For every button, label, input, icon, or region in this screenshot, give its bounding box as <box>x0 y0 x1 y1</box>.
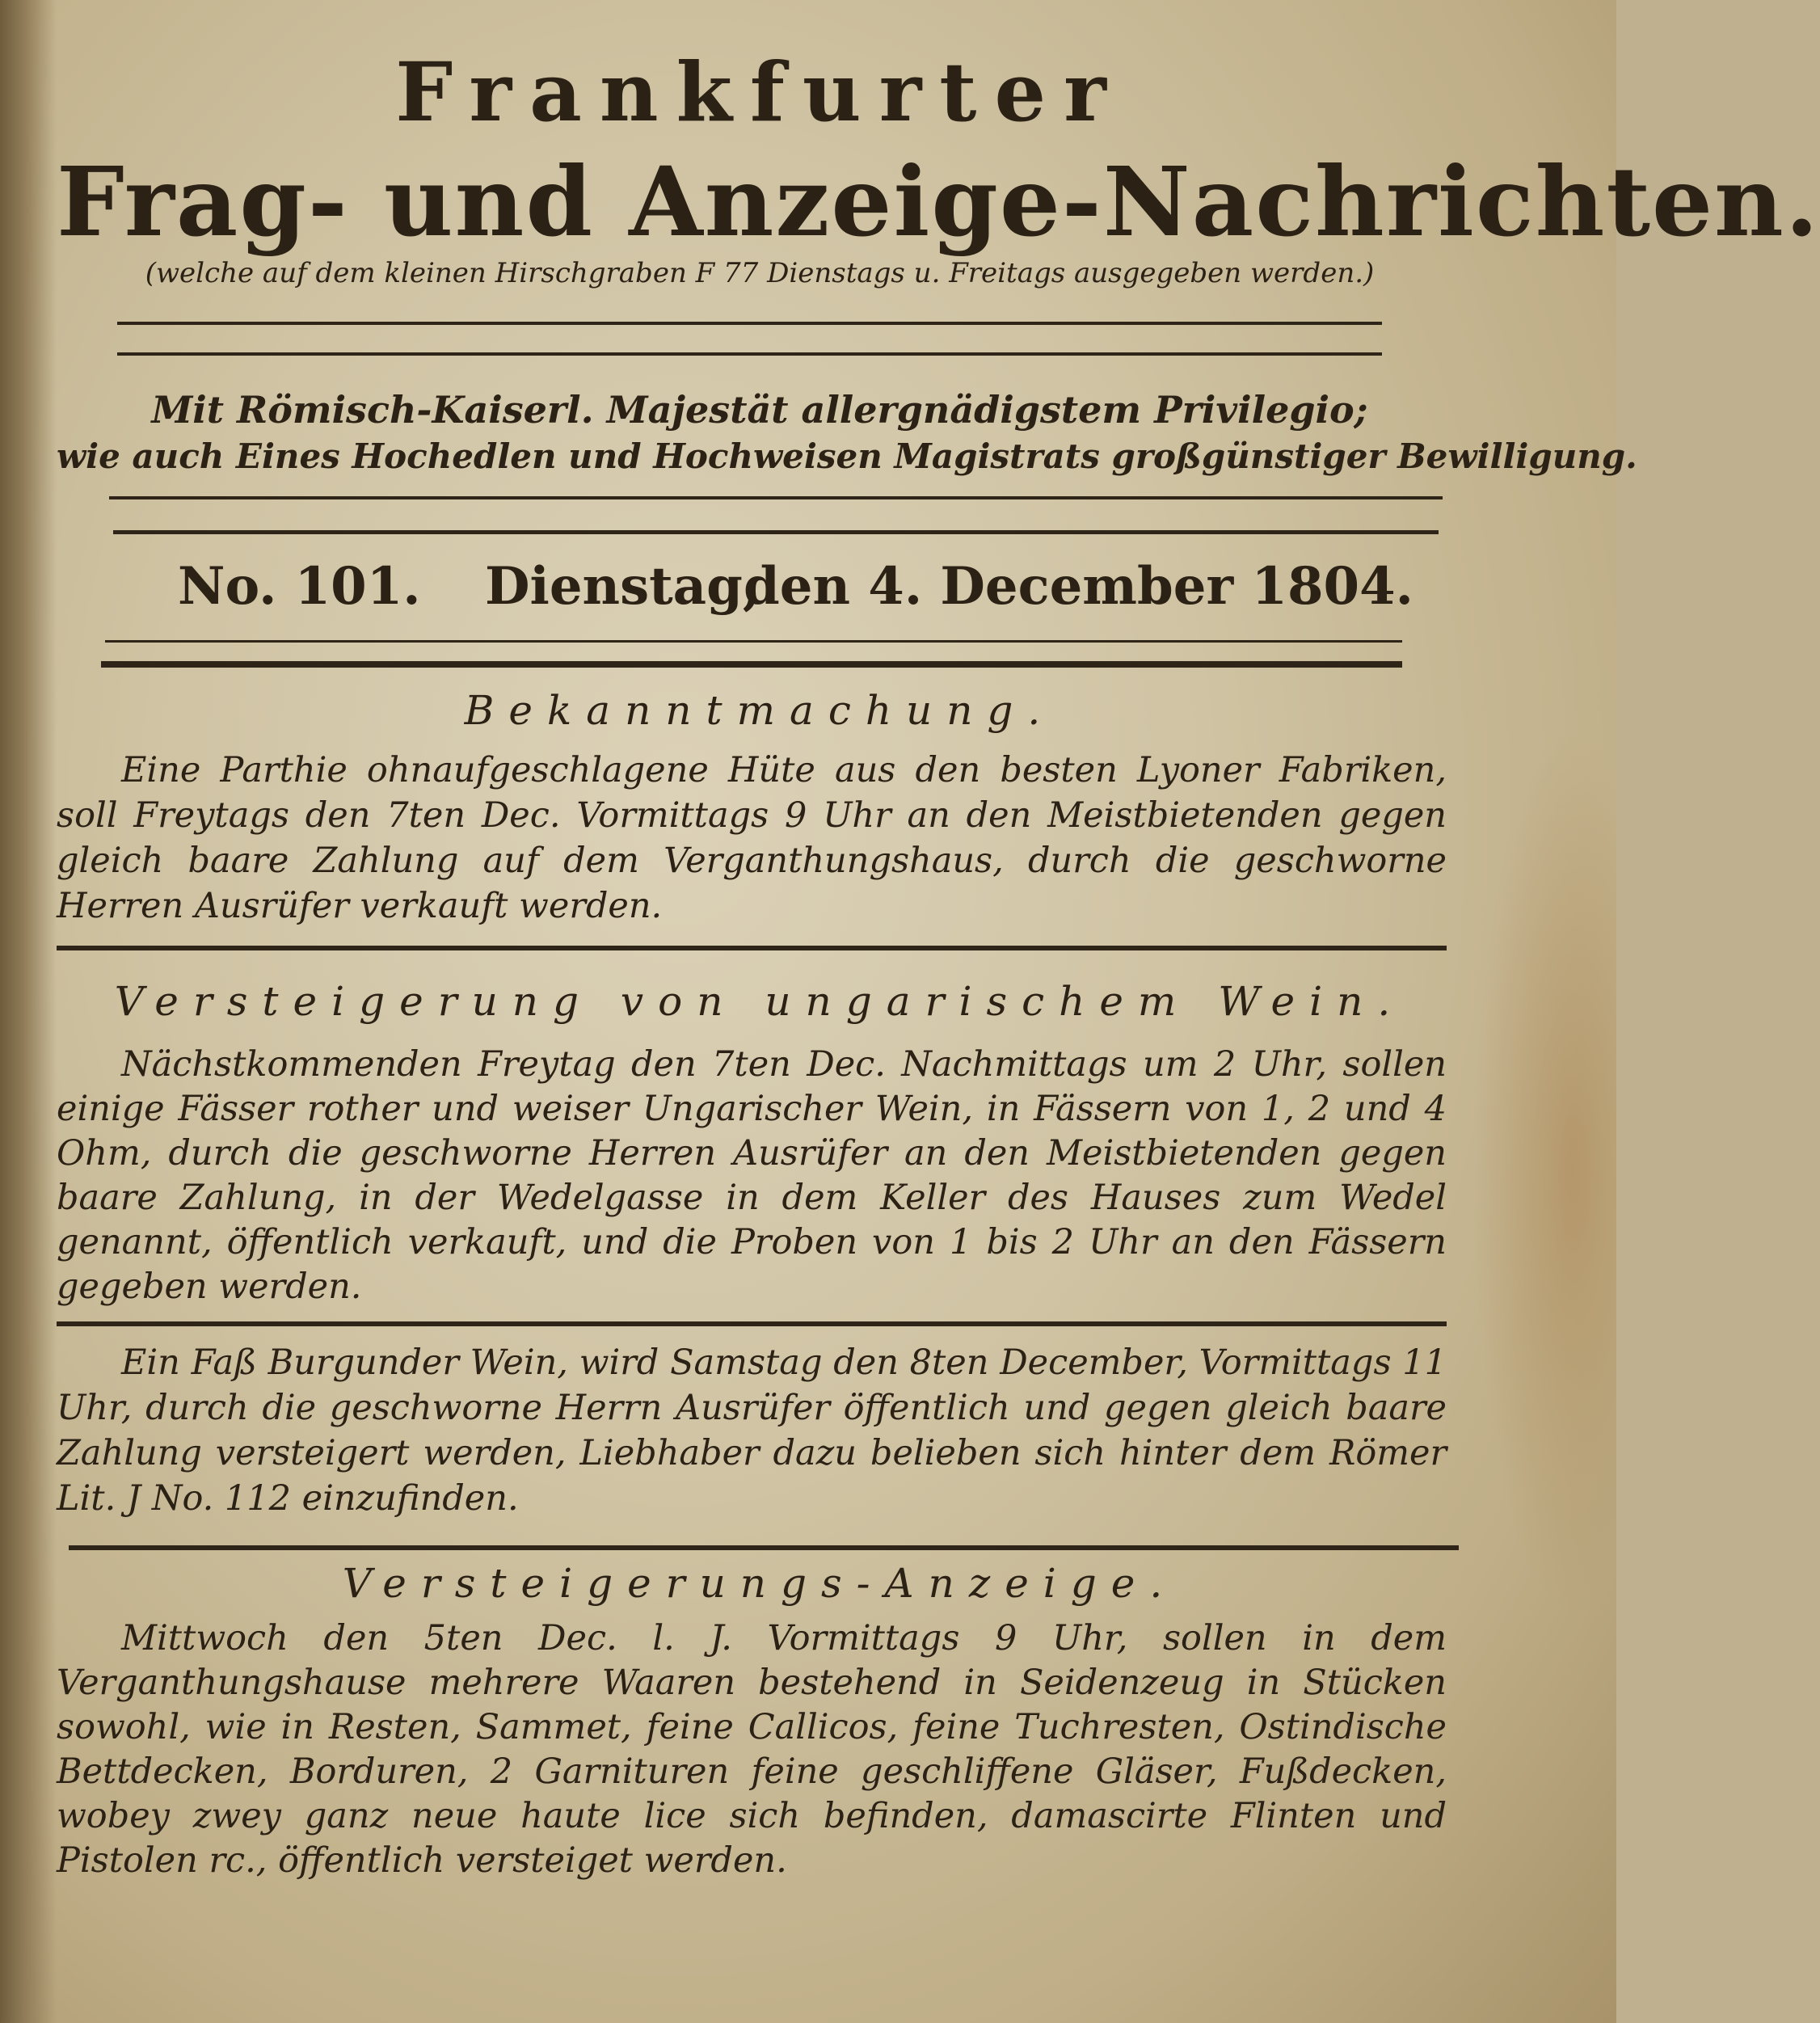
section-heading: Versteigerungs-Anzeige. <box>342 1560 1178 1607</box>
divider-rule <box>101 661 1402 668</box>
section-text: Ein Faß Burgunder Wein, wird Samstag den 8ten December, Vormittags 11 Uhr, durch die geschworne Herrn Ausrüfer öffentlich und gegen gleich baare Zahlung versteigert werden, Liebhaber dazu belieben sich hinter dem Römer Lit. J No. 112 einzufinden. <box>57 1342 1447 1519</box>
privilege-line-1: Mit Römisch-Kaiserl. Majestät allergnädigstem Privilegio; <box>151 388 1368 432</box>
masthead-title: Frag- und Anzeige-Nachrichten. <box>57 145 1820 258</box>
divider-rule <box>105 640 1402 643</box>
masthead-city: Frankfurter <box>395 44 1124 140</box>
page-edge-shadow <box>0 0 57 2023</box>
divider-rule <box>109 496 1443 499</box>
section-heading: Versteigerung von ungarischem Wein. <box>114 978 1405 1025</box>
divider-rule <box>113 530 1439 534</box>
section-text: Eine Parthie ohnaufgeschlagene Hüte aus den besten Lyoner Fabriken, soll Freytags den 7ten Dec. Vormittags 9 Uhr an den Meistbietenden gegen gleich baare Zahlung auf dem Verganthungshaus, durch die geschworne Herren Ausrüfer verkauft werden. <box>57 750 1447 926</box>
divider-rule <box>69 1545 1459 1550</box>
divider-rule <box>117 352 1382 356</box>
privilege-line-2: wie auch Eines Hochedlen und Hochweisen Magistrats großgünstiger Bewilligung. <box>57 436 1637 476</box>
divider-rule <box>57 1321 1447 1326</box>
section-text: Nächstkommenden Freytag den 7ten Dec. Nachmittags um 2 Uhr, sollen einige Fässer rother und weiser Ungarischer Wein, in Fässern von 1, 2 und 4 Ohm, durch die geschworne Herren Ausrüfer an den Meistbietenden gegen baare Zahlung, in der Wedelgasse in dem Keller des Hauses zum Wedel genannt, öffentlich verkauft, und die Proben von 1 bis 2 Uhr an den Fässern gegeben werden. <box>57 1044 1447 1307</box>
issue-line <box>178 556 1413 621</box>
masthead-subtitle: (welche auf dem kleinen Hirschgraben F 77 Dienstags u. Freitags ausgegeben werden.) <box>145 257 1375 289</box>
section-heading: Bekanntmachung. <box>464 687 1055 734</box>
issue-number: No. 101. <box>178 556 421 617</box>
divider-rule <box>117 322 1382 325</box>
issue-date: den 4. December 1804. <box>744 556 1413 617</box>
section-text: Mittwoch den 5ten Dec. l. J. Vormittags 9 Uhr, sollen in dem Verganthungshause mehrere Waaren bestehend in Seidenzeug in Stücken sowohl, wie in Resten, Sammet, feine Callicos, feine Tuchresten, Ostindische Bettdecken, Borduren, 2 Garnituren feine geschliffene Gläser, Fußdecken, wobey zwey ganz neue haute lice sich befinden, damascirte Flinten und Pistolen rc., öffentlich versteiget werden. <box>57 1618 1447 1881</box>
divider-rule <box>57 946 1447 950</box>
issue-day: Dienstag, <box>485 556 761 617</box>
paper-stain <box>1471 727 1616 1616</box>
